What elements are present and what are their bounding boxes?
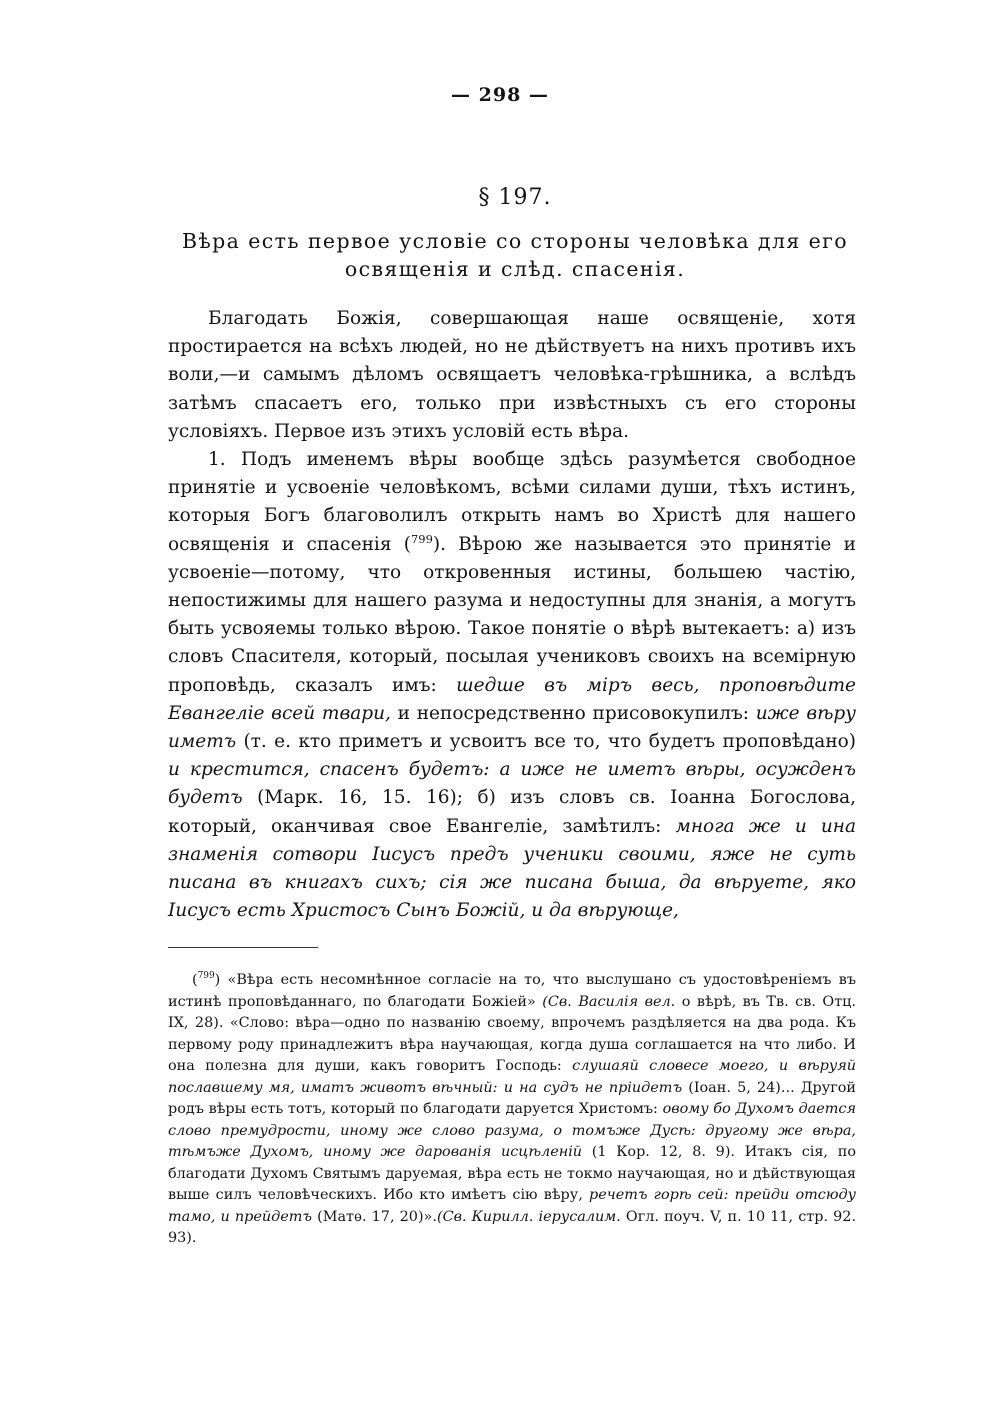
text-run: ). Вѣрою же называется это принятіе и усвоеніе—потому, что откровенныя истины, большею частію, непостижимы для нашего разума и недоступны для знанія, а могутъ быть усвояемы только вѣрою. Такое понятіе о вѣрѣ вытекаетъ: а) изъ словъ Спасителя, который, посылая учениковъ своихъ на всемірную проповѣдь, сказалъ имъ: <box>168 533 856 696</box>
text-run: (Іоан. 5, 24)... Другой родъ вѣры есть тотъ, который по благодати даруется Христомъ: <box>168 1079 856 1117</box>
text-run: Огл. поуч. V, п. 10 11, стр. 92. 93). <box>168 1208 857 1246</box>
text-run: 1. Подъ именемъ вѣры вообще здѣсь разумѣется свободное принятіе и усвоеніе человѣкомъ, всѣми силами души, тѣхъ истинъ, которыя Богъ благоволилъ открыть намъ во Христѣ для нашего освященія и спасенія ( <box>168 449 856 555</box>
scripture-quote: иже вѣру иметъ <box>168 702 857 753</box>
footnote-number: 799 <box>197 971 215 982</box>
scripture-quote: и крестится, спасенъ будетъ: а иже не иметъ вѣры, осужденъ будетъ <box>168 759 856 809</box>
citation: (Св. Кирилл. іерусалим. <box>436 1208 621 1225</box>
paragraph-intro: Благодать Божія, совершающая наше освященіе, хотя простирается на всѣхъ людей, но не дѣйствуетъ на нихъ противъ ихъ воли,—и самымъ дѣломъ освящаетъ человѣка-грѣшника, а вслѣдъ затѣмъ спасаетъ его, только при извѣстныхъ съ его стороны условіяхъ. Первое изъ этихъ условій есть вѣра. <box>168 308 856 442</box>
scripture-quote: овому бо Духомъ дается слово премудрости, иному же слово разума, о томъже Дусѣ: другому же вѣра, тѣмъже Духомъ, иному же дарованія исцѣленій <box>168 1101 856 1160</box>
text-run: (1 Кор. 12, 8. 9). Итакъ сія, по благодати Духомъ Святымъ даруемая, вѣра есть не токмо научающая, но и дѣйствующая выше силъ человѣческихъ. Ибо кто имѣетъ сію вѣру, <box>168 1144 856 1203</box>
text-run: «Вѣра есть несомнѣнное согласіе на то, что выслушано съ удостовѣреніемъ въ истинѣ проповѣданнаго, по благодати Божіей» <box>168 972 856 1010</box>
text-run: (Марк. 16, 15. 16); б) изъ словъ св. Іоанна Богослова, который, оканчивая свое Евангеліе, замѣтилъ: <box>168 787 856 837</box>
footnote-divider <box>168 947 318 948</box>
scripture-quote: слушаяй словесе моего, и вѣруяй пославшему мя, иматъ животъ вѣчный: и на судъ не пріидетъ <box>168 1058 856 1096</box>
text-run: (Матѳ. 17, 20)». <box>312 1208 437 1225</box>
citation: (Св. Василія вел. <box>542 993 676 1010</box>
paragraph-1 <box>168 446 856 925</box>
page-number: — 298 — <box>451 84 549 106</box>
text-run: о вѣрѣ, въ Тв. св. Отц. IX, 28). «Слово: вѣра—одно по названію своему, впрочемъ раздѣляется на два рода. Къ первому роду принадлежитъ вѣра научающая, когда душа соглашается на что либо. И она полезна для души, какъ говоритъ Господь: <box>168 993 856 1074</box>
footnote-ref: 799 <box>411 531 433 546</box>
scripture-quote: шедше въ міръ весь, проповѣдите Евангеліе всей твари, <box>168 674 856 724</box>
footnote <box>168 970 856 1250</box>
text-run: (т. е. кто приметъ и усвоитъ все то, что будетъ проповѣдано) <box>236 731 856 753</box>
section-number: § 197. <box>478 185 552 210</box>
scripture-quote: речетъ горѣ сей: прейди отсюду тамо, и прейдетъ <box>168 1187 856 1225</box>
footnote-text: ($^{799}$) «Вѣра есть несомнѣнное согласіе на то, что выслушано съ удостовѣреніемъ въ истинѣ проповѣданнаго, по благодати Божіей» (Св. Василія вел. о вѣрѣ, въ Тв. св. Отц. IX, 28). «Слово: вѣра—одно по названію своему, впрочемъ раздѣляется на два рода. Къ первому роду принадлежитъ вѣра научающая, когда душа соглашается на что либо. И она полезна для души, какъ говоритъ Господь: слушаяй словесе моего, и вѣруяй пославшему мя, иматъ животъ вѣчный: и на судъ не пріидетъ (Іоан. 5, 24)... Другой родъ вѣры есть тотъ, который по благодати даруется Христомъ: овому бо Духомъ дается слово премудрости, иному же слово разума, о томъже Дусѣ: другому же вѣра, тѣмъже Духомъ, иному же дарованія исцѣленій (1 Кор. 12, 8. 9). Итакъ сія, по благодати Духомъ Святымъ даруемая, вѣра есть не токмо научающая, но и дѣйствующая выше силъ человѣческихъ. Ибо кто имѣетъ сію вѣру, речетъ горѣ сей: прейди отсюду тамо, и прейдетъ (Матѳ. 17, 20)».(Св. Кирилл. іерусалим. Огл. поуч. V, п. 10 11, стр. 92. 93). <box>168 971 857 1246</box>
section-title: Вѣра есть первое условіе со стороны человѣка для его освященія и слѣд. спасенія. <box>181 229 849 281</box>
main-text <box>168 305 856 925</box>
text-run: и непосредственно присовокупилъ: <box>390 702 756 724</box>
scripture-quote: многа же и ина знаменія сотвори Іисусъ предъ ученики своими, яже не суть писана въ книгахъ сихъ; сія же писана быша, да вѣруете, яко Іисусъ есть Христосъ Сынъ Божій, и да вѣрующе, <box>168 815 856 922</box>
